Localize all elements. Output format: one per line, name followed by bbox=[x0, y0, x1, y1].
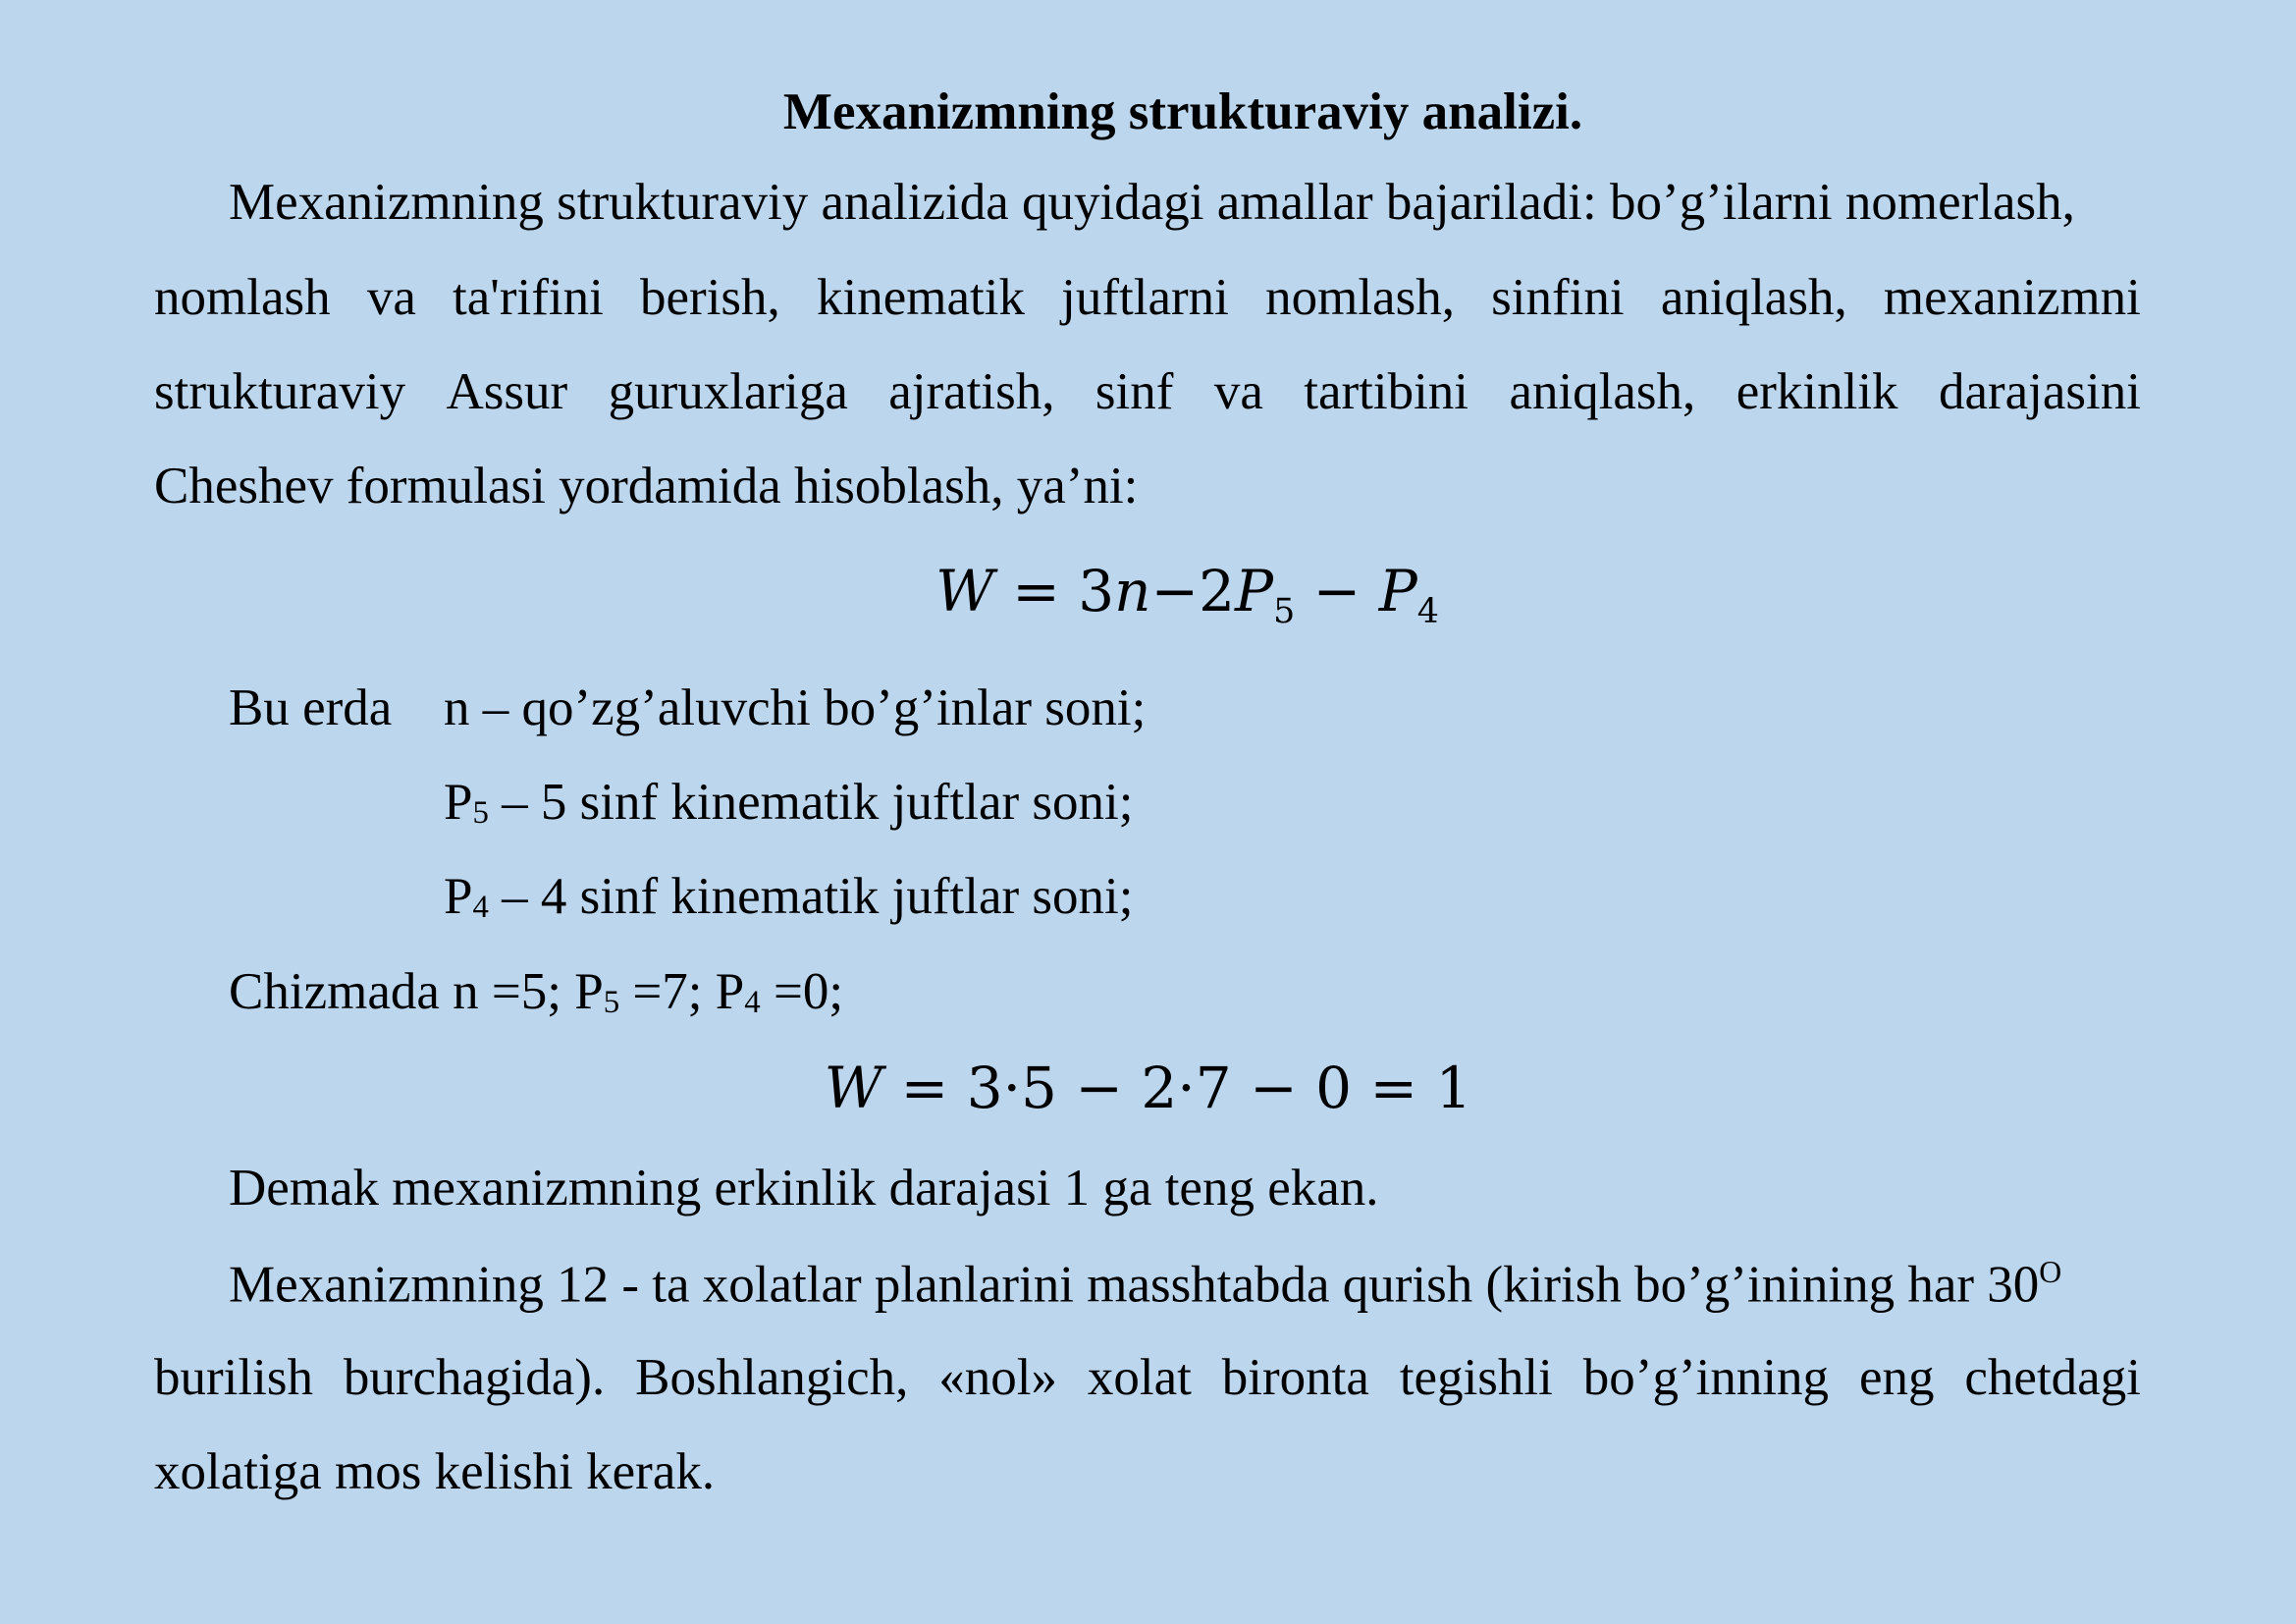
word: chetdagi bbox=[1964, 1349, 2141, 1406]
word: ajratish, bbox=[888, 363, 1055, 420]
word: guruxlariga bbox=[608, 363, 848, 420]
formula-symbol-p4: P bbox=[1378, 558, 1417, 624]
conclusion: Demak mexanizmning erkinlik darajasi 1 ga teng ekan. bbox=[229, 1160, 1379, 1217]
page-title: Mexanizmning strukturaviy analizi. bbox=[782, 83, 1583, 140]
word: tartibini bbox=[1304, 363, 1469, 420]
formula-minus: − bbox=[1312, 558, 1362, 624]
formula-minus: − bbox=[1150, 558, 1200, 624]
paragraph-2-line-2 bbox=[154, 1349, 2141, 1406]
definition-p5: P5 – 5 sinf kinematik juftlar soni; bbox=[444, 774, 1134, 831]
definition-n: n – qo’zg’aluvchi bo’g’inlar soni; bbox=[444, 679, 1147, 736]
word: «nol» bbox=[938, 1349, 1057, 1406]
paragraph-1-line-1: Mexanizmning strukturaviy analizida quyidagi amallar bajariladi: bo’g’ilarni nomerlash, bbox=[229, 174, 2075, 231]
word: nomlash bbox=[154, 269, 331, 326]
word: aniqlash, bbox=[1509, 363, 1696, 420]
paragraph-1-line-3 bbox=[154, 363, 2141, 420]
word: sinf bbox=[1095, 363, 1174, 420]
word: Boshlangich, bbox=[635, 1349, 909, 1406]
word: va bbox=[1213, 363, 1263, 420]
word: erkinlik bbox=[1735, 363, 1898, 420]
formula-symbol-w: W bbox=[824, 1055, 883, 1121]
paragraph-2-line-1: Mexanizmning 12 - ta xolatlar planlarini masshtabda qurish (kirish bo’g’inining har $30^O$ bbox=[229, 1255, 2062, 1314]
word: va bbox=[366, 269, 416, 326]
word: bironta bbox=[1221, 1349, 1369, 1406]
values-line: Chizmada n =5; P5 =7; P4 =0; bbox=[229, 963, 844, 1020]
formula-symbol-p5: P bbox=[1235, 558, 1274, 624]
formula-coef-2: 2 bbox=[1199, 558, 1236, 624]
paragraph-1-line-2 bbox=[154, 269, 2141, 326]
word: Assur bbox=[446, 363, 568, 420]
word: berish, bbox=[640, 269, 780, 326]
formula-equals: = bbox=[1012, 558, 1060, 624]
definitions-intro: Bu erda bbox=[229, 679, 393, 736]
paragraph-1-line-4: Cheshev formulasi yordamida hisoblash, ya’ni: bbox=[154, 458, 1139, 514]
formula-coef-3: 3 bbox=[1078, 558, 1115, 624]
word: juftlarni bbox=[1061, 269, 1229, 326]
formula-symbol-w: W bbox=[935, 558, 994, 624]
word: burilish bbox=[154, 1349, 313, 1406]
word: mexanizmni bbox=[1883, 269, 2141, 326]
word: bo’g’inning bbox=[1582, 1349, 1830, 1406]
definition-p4: P4 – 4 sinf kinematik juftlar soni; bbox=[444, 868, 1134, 925]
paragraph-2-line-3: xolatiga mos kelishi kerak. bbox=[154, 1443, 716, 1500]
word: burchagida). bbox=[343, 1349, 606, 1406]
formula-symbol-n: n bbox=[1114, 558, 1151, 624]
formula-result bbox=[0, 1055, 2296, 1121]
formula-result-rhs: = 3·5 − 2·7 − 0 = 1 bbox=[882, 1055, 1472, 1121]
word: eng bbox=[1858, 1349, 1935, 1406]
word: strukturaviy bbox=[154, 363, 406, 420]
formula-sub-5: 5 bbox=[1273, 592, 1296, 632]
word: ta'rifini bbox=[453, 269, 604, 326]
word: tegishli bbox=[1399, 1349, 1553, 1406]
word: sinfini bbox=[1491, 269, 1625, 326]
word: darajasini bbox=[1938, 363, 2141, 420]
word: aniqlash, bbox=[1660, 269, 1847, 326]
word: kinematik bbox=[817, 269, 1025, 326]
word: nomlash, bbox=[1265, 269, 1455, 326]
degree-superscript: O bbox=[2039, 1255, 2062, 1289]
formula-degrees-of-freedom bbox=[0, 558, 2296, 632]
formula-sub-4: 4 bbox=[1416, 592, 1439, 632]
word: xolat bbox=[1087, 1349, 1192, 1406]
